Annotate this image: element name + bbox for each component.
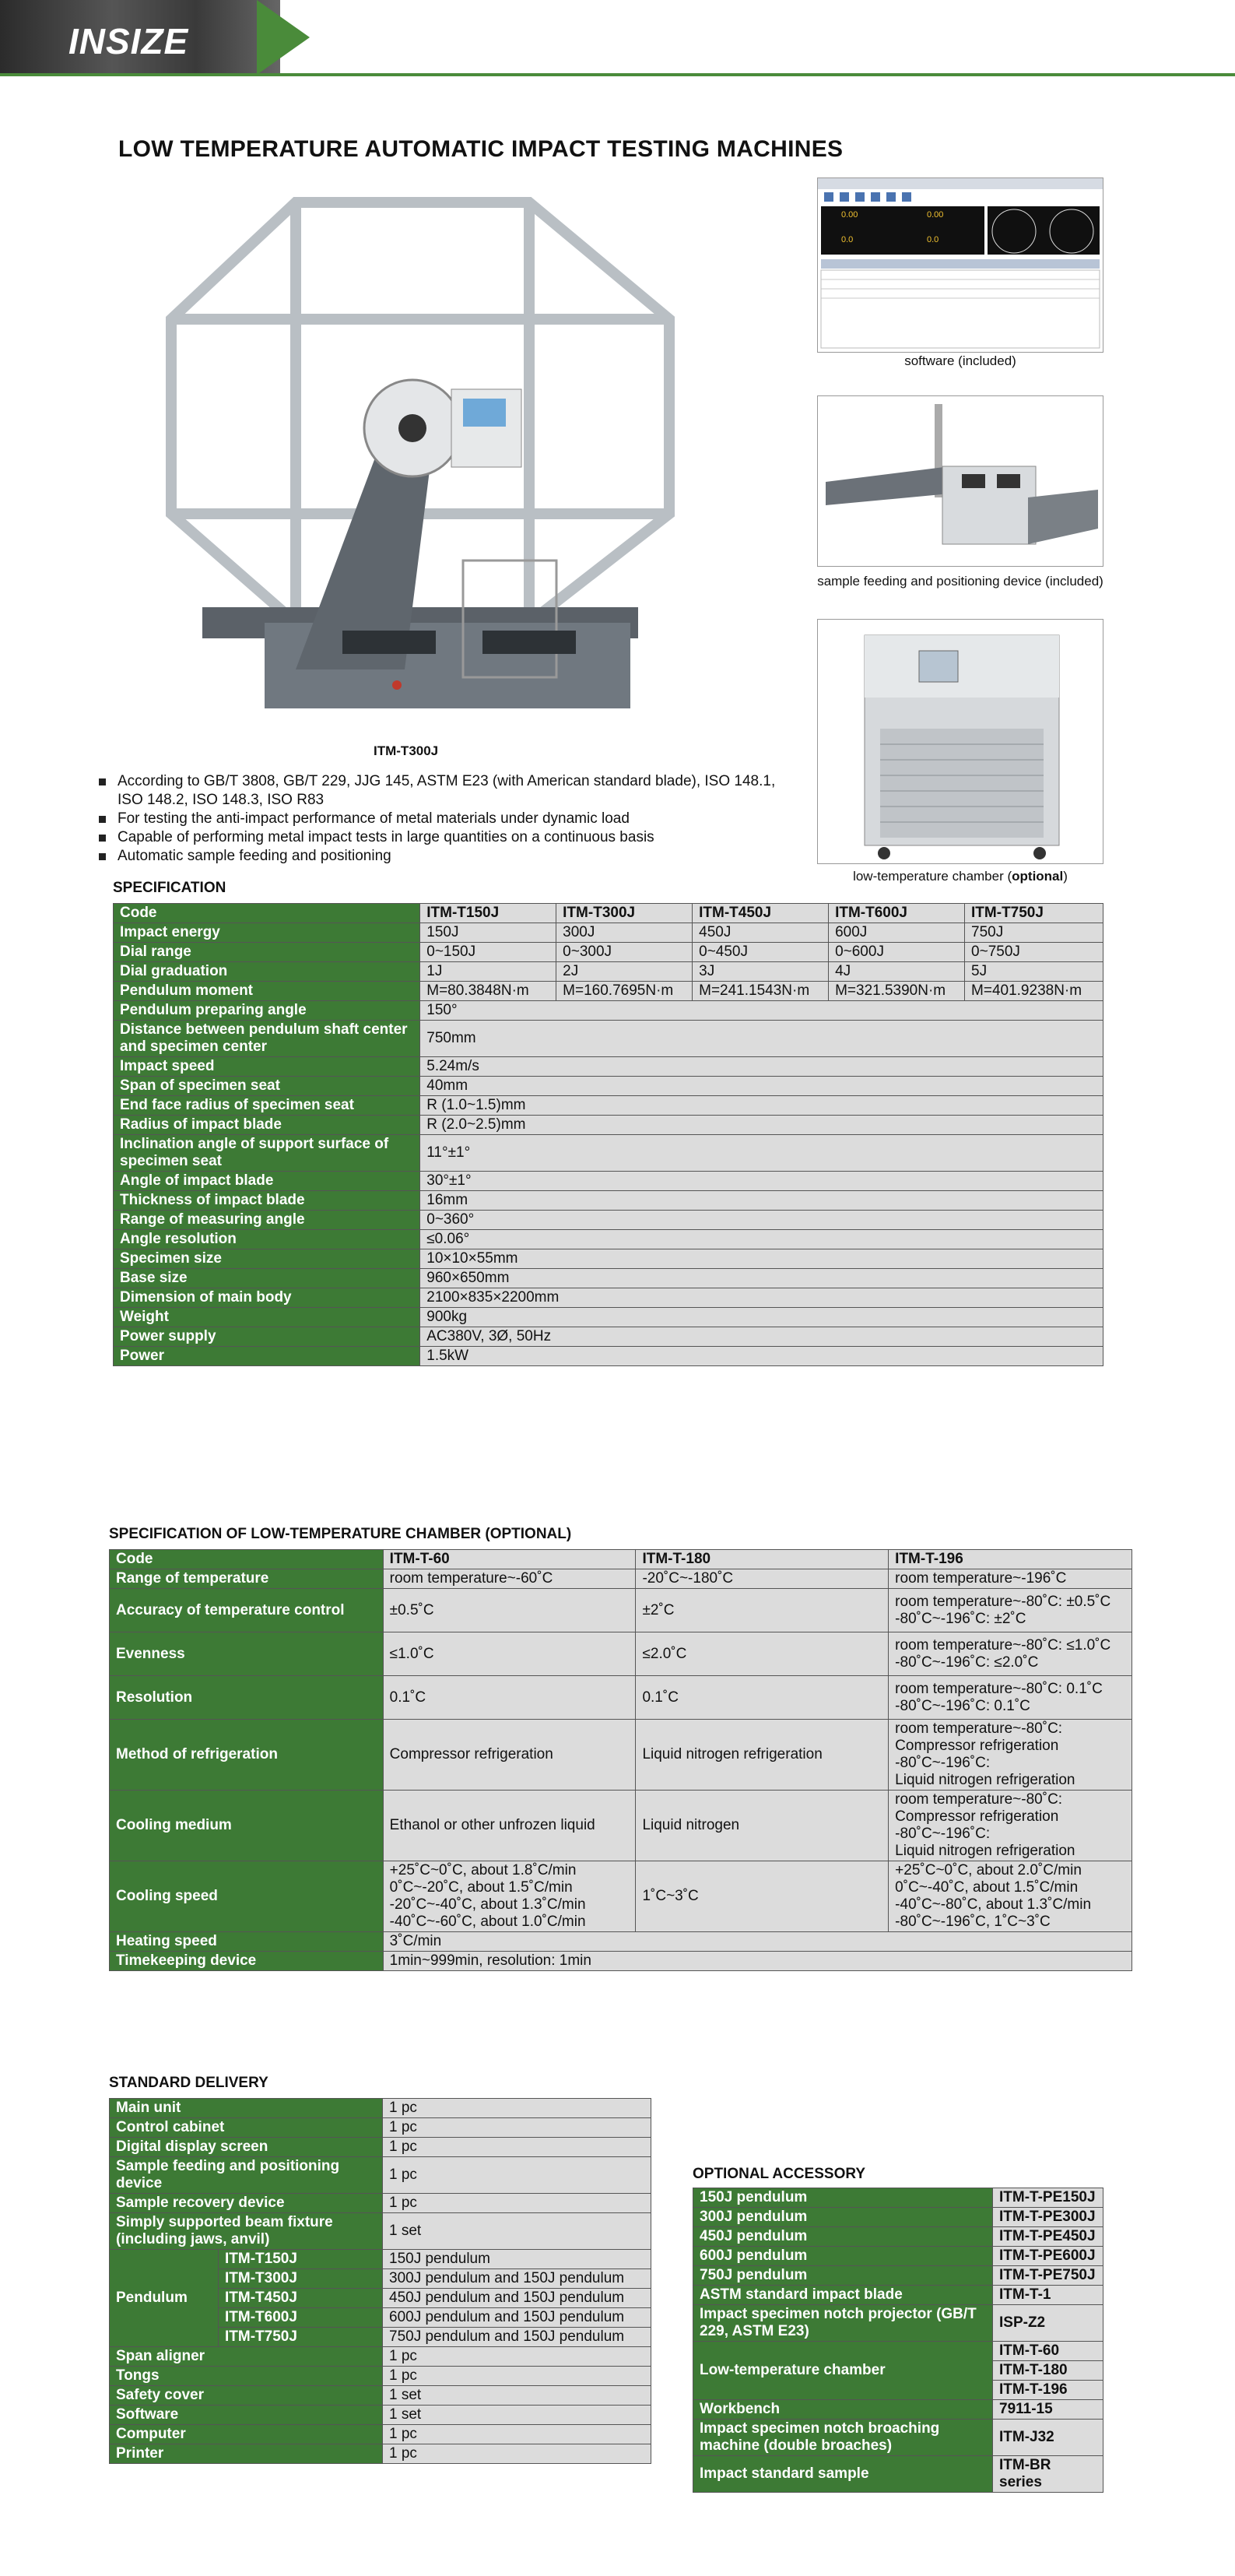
software-readout: 0.00: [841, 210, 858, 220]
accessory-row: [693, 2208, 1103, 2227]
chamber-code-cell: ITM-T-196: [889, 1550, 1132, 1569]
delivery-value: 1 pc: [383, 2118, 651, 2138]
accessory-code: ITM-T-PE750J: [993, 2266, 1103, 2286]
delivery-label: Sample feeding and positioning device: [110, 2157, 383, 2194]
spec-value: AC380V, 3Ø, 50Hz: [420, 1327, 1103, 1347]
accessory-label: 600J pendulum: [693, 2247, 993, 2266]
spec-row: [114, 1269, 1103, 1288]
chamber-row: [110, 1569, 1132, 1589]
delivery-pendulum-code: ITM-T450J: [219, 2289, 383, 2308]
chamber-value: Compressor refrigeration: [383, 1720, 636, 1791]
spec-row: [114, 1057, 1103, 1077]
accessory-code: ITM-T-PE600J: [993, 2247, 1103, 2266]
software-readout: 0.0: [927, 235, 939, 244]
accessory-code: ITM-T-PE150J: [993, 2188, 1103, 2208]
chamber-caption: low-temperature chamber (optional): [853, 869, 1068, 884]
spec-value: ≤0.06°: [420, 1230, 1103, 1249]
spec-row: [114, 982, 1103, 1001]
spec-value: M=160.7695N·m: [556, 982, 693, 1001]
spec-value: M=401.9238N·m: [965, 982, 1103, 1001]
delivery-table: [109, 2098, 651, 2464]
spec-label: Impact speed: [114, 1057, 420, 1077]
chamber-row: [110, 1676, 1132, 1720]
spec-value: 3J: [693, 962, 829, 982]
spec-value: 2100×835×2200mm: [420, 1288, 1103, 1308]
delivery-row: [110, 2406, 651, 2425]
delivery-title: STANDARD DELIVERY: [109, 2075, 268, 2091]
delivery-row: [110, 2157, 651, 2194]
accessory-code: ITM-T-196: [993, 2381, 1103, 2400]
spec-row: [114, 1001, 1103, 1021]
spec-row: [114, 1211, 1103, 1230]
accessory-code: ITM-T-1: [993, 2286, 1103, 2305]
delivery-value: 600J pendulum and 150J pendulum: [383, 2308, 651, 2328]
chamber-value: -20˚C~-180˚C: [636, 1569, 889, 1589]
spec-label: Inclination angle of support surface of specimen seat: [114, 1135, 420, 1172]
spec-label: Range of measuring angle: [114, 1211, 420, 1230]
accessory-row: [693, 2342, 1103, 2361]
delivery-value: 300J pendulum and 150J pendulum: [383, 2269, 651, 2289]
chamber-value: ≤1.0˚C: [383, 1632, 636, 1676]
spec-code-row: [114, 904, 1103, 923]
accessory-code: ITM-J32: [993, 2420, 1103, 2456]
feature-item: Automatic sample feeding and positioning: [97, 847, 798, 866]
delivery-value: 1 pc: [383, 2347, 651, 2367]
accessory-code: ITM-T-60: [993, 2342, 1103, 2361]
spec-label: Dimension of main body: [114, 1288, 420, 1308]
spec-label: Weight: [114, 1308, 420, 1327]
chamber-label: Cooling speed: [110, 1861, 384, 1932]
delivery-value: 1 pc: [383, 2194, 651, 2213]
chamber-value: Liquid nitrogen: [636, 1791, 889, 1861]
spec-label: Impact energy: [114, 923, 420, 943]
spec-row: [114, 1021, 1103, 1057]
spec-value: 900kg: [420, 1308, 1103, 1327]
spec-row: [114, 962, 1103, 982]
chamber-row: [110, 1720, 1132, 1791]
spec-value: 11°±1°: [420, 1135, 1103, 1172]
feature-item: For testing the anti-impact performance of metal materials under dynamic load: [97, 810, 798, 828]
delivery-row: [110, 2425, 651, 2444]
accessory-code: ITM-BR series: [993, 2456, 1103, 2493]
spec-value: 750J: [965, 923, 1103, 943]
spec-label: Thickness of impact blade: [114, 1191, 420, 1211]
accessory-row: [693, 2456, 1103, 2493]
spec-code-cell: Code: [114, 904, 420, 923]
feature-item: According to GB/T 3808, GB/T 229, JJG 145, ASTM E23 (with American standard blade), ISO 148.1, ISO 148.2, ISO 148.3, ISO R83: [97, 772, 798, 810]
spec-value: 960×650mm: [420, 1269, 1103, 1288]
page-title: LOW TEMPERATURE AUTOMATIC IMPACT TESTING MACHINES: [118, 136, 844, 162]
chamber-value: Ethanol or other unfrozen liquid: [383, 1791, 636, 1861]
spec-value: 750mm: [420, 1021, 1103, 1057]
delivery-value: 750J pendulum and 150J pendulum: [383, 2328, 651, 2347]
chamber-spec-table: [109, 1549, 1132, 1971]
spec-label: Radius of impact blade: [114, 1116, 420, 1135]
delivery-row: [110, 2194, 651, 2213]
delivery-label: Software: [110, 2406, 383, 2425]
spec-value: 16mm: [420, 1191, 1103, 1211]
delivery-label: Tongs: [110, 2367, 383, 2386]
accessory-code: ITM-T-PE450J: [993, 2227, 1103, 2247]
delivery-value: 1 pc: [383, 2367, 651, 2386]
spec-value: 10×10×55mm: [420, 1249, 1103, 1269]
chamber-value: room temperature~-80˚C: Compressor refrigeration -80˚C~-196˚C: Liquid nitrogen refrigeration: [889, 1720, 1132, 1791]
spec-title: SPECIFICATION: [113, 880, 226, 896]
chamber-label: Cooling medium: [110, 1791, 384, 1861]
spec-value: 0~750J: [965, 943, 1103, 962]
delivery-value: 1 pc: [383, 2157, 651, 2194]
chamber-value: room temperature~-80˚C: ±0.5˚C -80˚C~-196˚C: ±2˚C: [889, 1589, 1132, 1632]
delivery-pendulum-code: ITM-T750J: [219, 2328, 383, 2347]
software-readout: 0.00: [927, 210, 944, 220]
spec-value: 0~600J: [829, 943, 965, 962]
spec-label: Angle of impact blade: [114, 1172, 420, 1191]
delivery-pendulum-row: [110, 2250, 651, 2269]
chamber-value: ±2˚C: [636, 1589, 889, 1632]
accessory-label: Workbench: [693, 2400, 993, 2420]
delivery-row: [110, 2367, 651, 2386]
delivery-label: Printer: [110, 2444, 383, 2464]
accessory-code: ITM-T-PE300J: [993, 2208, 1103, 2227]
spec-label: Pendulum preparing angle: [114, 1001, 420, 1021]
spec-value: 40mm: [420, 1077, 1103, 1096]
chamber-row: [110, 1791, 1132, 1861]
spec-label: Angle resolution: [114, 1230, 420, 1249]
spec-value: 0~300J: [556, 943, 693, 962]
spec-row: [114, 1347, 1103, 1366]
spec-row: [114, 1308, 1103, 1327]
machine-illustration: [156, 187, 677, 724]
chamber-row: [110, 1952, 1132, 1971]
delivery-value: 450J pendulum and 150J pendulum: [383, 2289, 651, 2308]
spec-label: Dial graduation: [114, 962, 420, 982]
chamber-spec-title: SPECIFICATION OF LOW-TEMPERATURE CHAMBER (OPTIONAL): [109, 1526, 572, 1542]
spec-label: Pendulum moment: [114, 982, 420, 1001]
spec-value: 150J: [420, 923, 556, 943]
feature-list: [97, 772, 798, 866]
spec-value: 0~450J: [693, 943, 829, 962]
delivery-row: [110, 2386, 651, 2406]
delivery-value: 1 set: [383, 2213, 651, 2250]
spec-row: [114, 1116, 1103, 1135]
feature-item: Capable of performing metal impact tests in large quantities on a continuous basis: [97, 828, 798, 847]
spec-row: [114, 1249, 1103, 1269]
accessory-title: OPTIONAL ACCESSORY: [693, 2166, 866, 2182]
delivery-label: Main unit: [110, 2099, 383, 2118]
chamber-row: [110, 1861, 1132, 1932]
accessory-code: ISP-Z2: [993, 2305, 1103, 2342]
accessory-label: Impact standard sample: [693, 2456, 993, 2493]
spec-value: 2J: [556, 962, 693, 982]
spec-value: 300J: [556, 923, 693, 943]
chamber-row: [110, 1932, 1132, 1952]
spec-value: 1.5kW: [420, 1347, 1103, 1366]
accessory-label: Impact specimen notch projector (GB/T 229, ASTM E23): [693, 2305, 993, 2342]
delivery-row: [110, 2213, 651, 2250]
header-banner: [0, 0, 1235, 78]
delivery-row: [110, 2347, 651, 2367]
delivery-value: 1 pc: [383, 2425, 651, 2444]
delivery-value: 1 set: [383, 2386, 651, 2406]
chamber-value: room temperature~-80˚C: 0.1˚C -80˚C~-196˚C: 0.1˚C: [889, 1676, 1132, 1720]
spec-value: 5.24m/s: [420, 1057, 1103, 1077]
chamber-value: room temperature~-60˚C: [383, 1569, 636, 1589]
delivery-pendulum-code: ITM-T300J: [219, 2269, 383, 2289]
feeding-device-caption: sample feeding and positioning device (included): [817, 574, 1103, 589]
chamber-label: Accuracy of temperature control: [110, 1589, 384, 1632]
software-screenshot: [817, 177, 1103, 353]
spec-code-cell: ITM-T600J: [829, 904, 965, 923]
spec-label: Span of specimen seat: [114, 1077, 420, 1096]
delivery-value: 1 pc: [383, 2138, 651, 2157]
chamber-value: ≤2.0˚C: [636, 1632, 889, 1676]
chamber-value: +25˚C~0˚C, about 1.8˚C/min 0˚C~-20˚C, about 1.5˚C/min -20˚C~-40˚C, about 1.3˚C/min -40˚C~-60˚C, about 1.0˚C/min: [383, 1861, 636, 1932]
delivery-label: Span aligner: [110, 2347, 383, 2367]
chamber-row: [110, 1632, 1132, 1676]
spec-value: R (2.0~2.5)mm: [420, 1116, 1103, 1135]
brand-logo: INSIZE: [68, 21, 189, 62]
chamber-value: room temperature~-80˚C: Compressor refrigeration -80˚C~-196˚C: Liquid nitrogen refrigeration: [889, 1791, 1132, 1861]
spec-label: Dial range: [114, 943, 420, 962]
spec-value: M=241.1543N·m: [693, 982, 829, 1001]
chamber-image: [817, 619, 1103, 864]
accessory-table: [693, 2188, 1103, 2493]
delivery-row: [110, 2138, 651, 2157]
spec-value: 1J: [420, 962, 556, 982]
delivery-value: 1 pc: [383, 2444, 651, 2464]
spec-row: [114, 1135, 1103, 1172]
spec-code-cell: ITM-T300J: [556, 904, 693, 923]
chamber-label: Method of refrigeration: [110, 1720, 384, 1791]
chamber-value: room temperature~-196˚C: [889, 1569, 1132, 1589]
spec-code-cell: ITM-T150J: [420, 904, 556, 923]
accessory-row: [693, 2400, 1103, 2420]
spec-label: Specimen size: [114, 1249, 420, 1269]
chamber-code-row: [110, 1550, 1132, 1569]
delivery-label: Simply supported beam fixture (including jaws, anvil): [110, 2213, 383, 2250]
accessory-row: [693, 2286, 1103, 2305]
spec-value: 0~360°: [420, 1211, 1103, 1230]
spec-row: [114, 1191, 1103, 1211]
spec-row: [114, 1230, 1103, 1249]
spec-row: [114, 943, 1103, 962]
chamber-label: Heating speed: [110, 1932, 384, 1952]
chamber-code-cell: ITM-T-60: [383, 1550, 636, 1569]
spec-value: 5J: [965, 962, 1103, 982]
delivery-pendulum-label: Pendulum: [110, 2250, 219, 2347]
spec-row: [114, 1077, 1103, 1096]
spec-value: 450J: [693, 923, 829, 943]
spec-code-cell: ITM-T750J: [965, 904, 1103, 923]
chamber-value: ±0.5˚C: [383, 1589, 636, 1632]
accessory-row: [693, 2266, 1103, 2286]
accessory-label: Low-temperature chamber: [693, 2342, 993, 2400]
spec-label: Power: [114, 1347, 420, 1366]
accessory-label: 300J pendulum: [693, 2208, 993, 2227]
delivery-value: 1 set: [383, 2406, 651, 2425]
accessory-row: [693, 2188, 1103, 2208]
spec-row: [114, 1096, 1103, 1116]
spec-value: M=80.3848N·m: [420, 982, 556, 1001]
spec-table: [113, 903, 1103, 1366]
accessory-row: [693, 2247, 1103, 2266]
chamber-label: Timekeeping device: [110, 1952, 384, 1971]
banner-line: [0, 73, 1235, 76]
accessory-code: 7911-15: [993, 2400, 1103, 2420]
delivery-label: Safety cover: [110, 2386, 383, 2406]
spec-label: Base size: [114, 1269, 420, 1288]
accessory-code: ITM-T-180: [993, 2361, 1103, 2381]
chamber-value: room temperature~-80˚C: ≤1.0˚C -80˚C~-196˚C: ≤2.0˚C: [889, 1632, 1132, 1676]
chamber-label: Evenness: [110, 1632, 384, 1676]
spec-code-cell: ITM-T450J: [693, 904, 829, 923]
delivery-label: Computer: [110, 2425, 383, 2444]
spec-label: End face radius of specimen seat: [114, 1096, 420, 1116]
chamber-value: +25˚C~0˚C, about 2.0˚C/min 0˚C~-40˚C, about 1.5˚C/min -40˚C~-80˚C, about 1.3˚C/min -80˚C~-196˚C, 1˚C~3˚C: [889, 1861, 1132, 1932]
chamber-value: Liquid nitrogen refrigeration: [636, 1720, 889, 1791]
spec-row: [114, 1172, 1103, 1191]
chamber-row: [110, 1589, 1132, 1632]
delivery-value: 150J pendulum: [383, 2250, 651, 2269]
spec-row: [114, 1327, 1103, 1347]
accessory-label: 450J pendulum: [693, 2227, 993, 2247]
accessory-row: [693, 2305, 1103, 2342]
software-caption: software (included): [904, 353, 1016, 368]
spec-value: 150°: [420, 1001, 1103, 1021]
chamber-value: 0.1˚C: [636, 1676, 889, 1720]
accessory-label: ASTM standard impact blade: [693, 2286, 993, 2305]
accessory-row: [693, 2420, 1103, 2456]
main-caption: ITM-T300J: [374, 743, 439, 758]
chamber-code-cell: ITM-T-180: [636, 1550, 889, 1569]
spec-label: Distance between pendulum shaft center and specimen center: [114, 1021, 420, 1057]
chamber-code-cell: Code: [110, 1550, 384, 1569]
delivery-label: Sample recovery device: [110, 2194, 383, 2213]
software-readout: 0.0: [841, 235, 854, 244]
spec-value: 4J: [829, 962, 965, 982]
accessory-row: [693, 2227, 1103, 2247]
banner-arrow: [257, 0, 310, 75]
chamber-label: Resolution: [110, 1676, 384, 1720]
feeding-device-image: [817, 395, 1103, 567]
delivery-row: [110, 2118, 651, 2138]
accessory-label: 750J pendulum: [693, 2266, 993, 2286]
delivery-label: Control cabinet: [110, 2118, 383, 2138]
spec-row: [114, 1288, 1103, 1308]
accessory-label: 150J pendulum: [693, 2188, 993, 2208]
chamber-label: Range of temperature: [110, 1569, 384, 1589]
spec-value: 600J: [829, 923, 965, 943]
spec-value: 30°±1°: [420, 1172, 1103, 1191]
delivery-row: [110, 2444, 651, 2464]
delivery-row: [110, 2099, 651, 2118]
delivery-label: Digital display screen: [110, 2138, 383, 2157]
delivery-pendulum-code: ITM-T600J: [219, 2308, 383, 2328]
delivery-pendulum-code: ITM-T150J: [219, 2250, 383, 2269]
spec-value: 0~150J: [420, 943, 556, 962]
spec-row: [114, 923, 1103, 943]
delivery-value: 1 pc: [383, 2099, 651, 2118]
chamber-value: 3˚C/min: [383, 1932, 1131, 1952]
spec-value: M=321.5390N·m: [829, 982, 965, 1001]
chamber-value: 1min~999min, resolution: 1min: [383, 1952, 1131, 1971]
chamber-value: 0.1˚C: [383, 1676, 636, 1720]
spec-label: Power supply: [114, 1327, 420, 1347]
spec-value: R (1.0~1.5)mm: [420, 1096, 1103, 1116]
accessory-label: Impact specimen notch broaching machine (double broaches): [693, 2420, 993, 2456]
chamber-value: 1˚C~3˚C: [636, 1861, 889, 1932]
